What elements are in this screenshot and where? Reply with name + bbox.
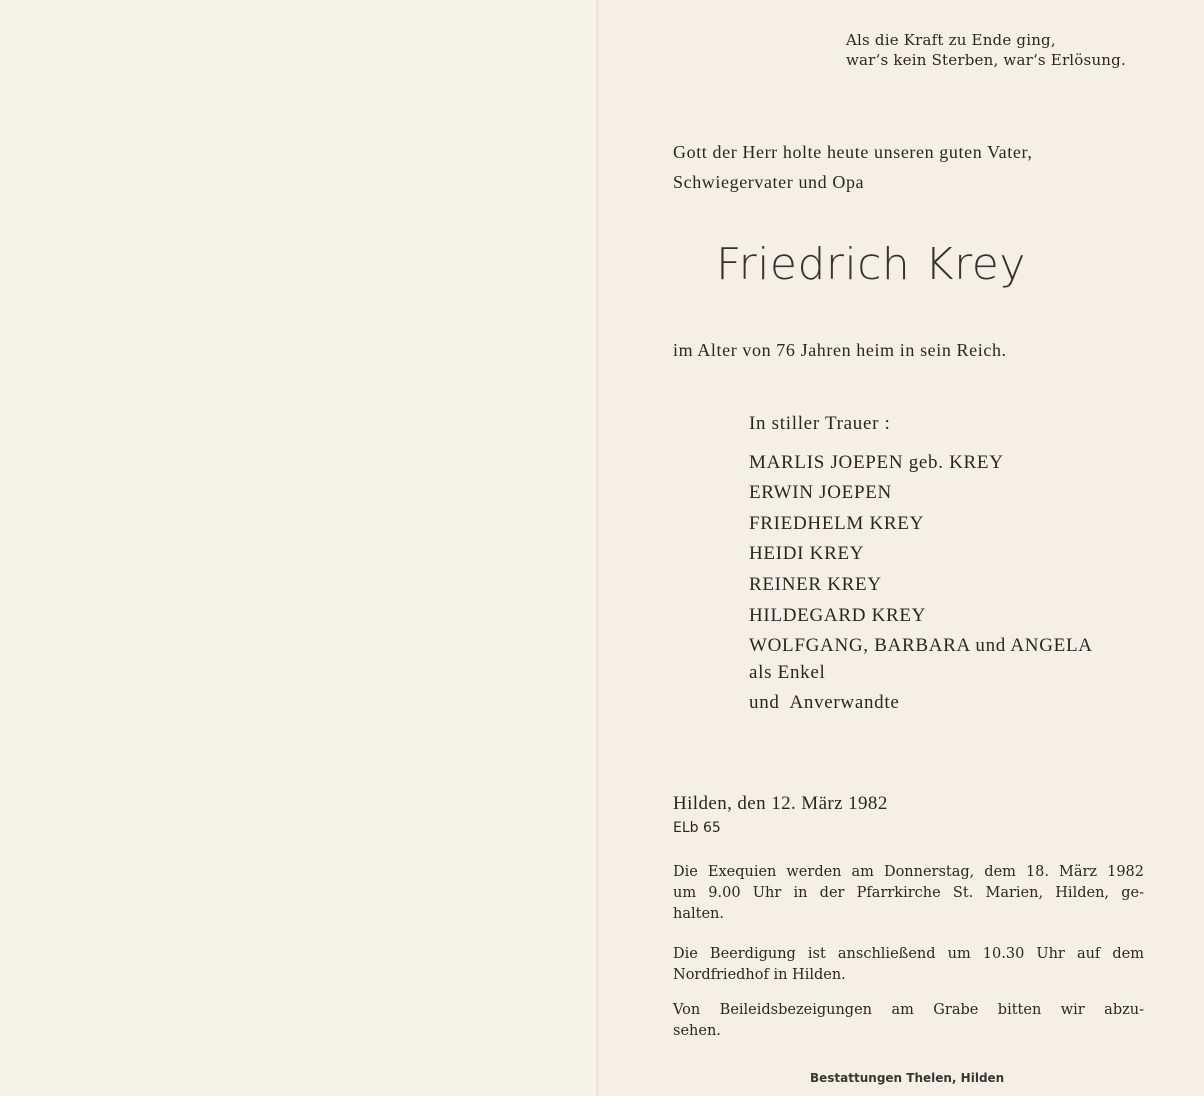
- exequien-line-2: um 9.00 Uhr in der Pfarrkirche St. Marien, Hilden, ge-: [673, 885, 1144, 901]
- age-line: im Alter von 76 Jahren heim in sein Reich.: [673, 340, 1007, 360]
- relatives-line: und Anverwandte: [749, 692, 900, 713]
- mourner-name: HEIDI KREY: [749, 543, 865, 564]
- mourner-name: MARLIS JOEPEN geb. KREY: [749, 452, 1004, 473]
- condolence-paragraph: [673, 1000, 1144, 1042]
- grandchildren-note: als Enkel: [749, 662, 826, 683]
- funeral-home: Bestattungen Thelen, Hilden: [810, 1071, 1005, 1085]
- mourning-heading: In stiller Trauer :: [749, 413, 891, 434]
- exequien-line-1: Die Exequien werden am Donnerstag, dem 18. März 1982: [673, 864, 1144, 880]
- right-page: [599, 0, 1204, 1096]
- mourner-name: REINER KREY: [749, 574, 882, 595]
- intro-line-2: Schwiegervater und Opa: [673, 172, 865, 192]
- left-blank-page: [0, 0, 596, 1096]
- motto-line-2: war‘s kein Sterben, war‘s Erlösung.: [846, 51, 1126, 69]
- condolence-line-1: Von Beileidsbezeigungen am Grabe bitten wir abzu-: [673, 1002, 1144, 1018]
- motto-line-1: Als die Kraft zu Ende ging,: [846, 31, 1056, 49]
- burial-line-2: Nordfriedhof in Hilden.: [673, 967, 846, 983]
- intro-line-1: Gott der Herr holte heute unseren guten Vater,: [673, 142, 1033, 162]
- place-date: Hilden, den 12. März 1982: [673, 793, 888, 814]
- burial-line-1: Die Beerdigung ist anschließend um 10.30 Uhr auf dem: [673, 946, 1144, 962]
- mourner-name: WOLFGANG, BARBARA und ANGELA: [749, 635, 1093, 656]
- reference-code: ELb 65: [673, 820, 721, 836]
- mourner-name: FRIEDHELM KREY: [749, 513, 924, 534]
- burial-paragraph: [673, 944, 1144, 986]
- condolence-line-2: sehen.: [673, 1023, 721, 1039]
- mourner-name: HILDEGARD KREY: [749, 605, 927, 626]
- mourner-name: ERWIN JOEPEN: [749, 482, 892, 503]
- deceased-name: Friedrich Krey: [716, 239, 1026, 290]
- exequien-line-3: halten.: [673, 906, 724, 922]
- exequien-paragraph: [673, 862, 1144, 925]
